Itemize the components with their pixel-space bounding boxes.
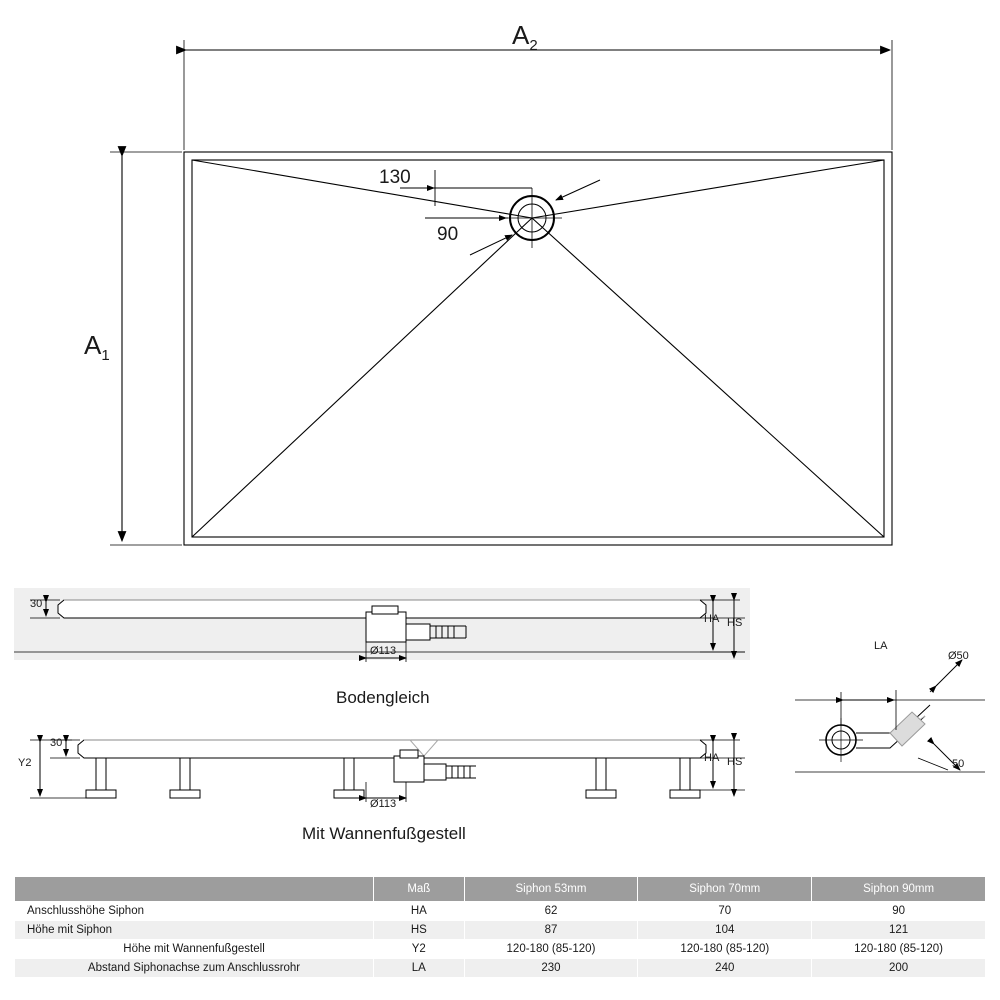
- row0-s90: 90: [812, 902, 986, 921]
- header-cell-2: Siphon 53mm: [464, 877, 638, 902]
- row2-mass: Y2: [374, 940, 465, 959]
- spec-table: [14, 876, 986, 978]
- row2-label: Höhe mit Wannenfußgestell: [15, 940, 374, 959]
- row3-label: Abstand Siphonachse zum Anschlussrohr: [15, 959, 374, 978]
- row1-label: Höhe mit Siphon: [15, 921, 374, 940]
- table-row: [15, 921, 986, 940]
- row1-mass: HS: [374, 921, 465, 940]
- label-pipe-diameter-flush: Ø113: [370, 645, 397, 657]
- label-angle-50: 50: [952, 758, 965, 770]
- label-hs-feet: HS: [727, 756, 743, 768]
- row2-s90: 120-180 (85-120): [812, 940, 986, 959]
- label-hs-flush: HS: [727, 617, 743, 629]
- row0-label: Anschlusshöhe Siphon: [15, 902, 374, 921]
- row3-s53: 230: [464, 959, 638, 978]
- table-row: [15, 940, 986, 959]
- row3-s70: 240: [638, 959, 812, 978]
- label-diameter-50: Ø50: [948, 650, 969, 662]
- label-90: 90: [437, 224, 459, 245]
- label-pipe-diameter-feet: Ø113: [370, 798, 397, 810]
- table-header-row: [15, 877, 986, 902]
- header-cell-3: Siphon 70mm: [638, 877, 812, 902]
- label-ha-feet: HA: [704, 752, 720, 764]
- label-y2: Y2: [18, 757, 32, 769]
- table-row: [15, 959, 986, 978]
- row1-s90: 121: [812, 921, 986, 940]
- row2-s53: 120-180 (85-120): [464, 940, 638, 959]
- row1-s53: 87: [464, 921, 638, 940]
- label-edge-height-flush: 30: [30, 598, 43, 610]
- table-row: [15, 902, 986, 921]
- caption-bodengleich: Bodengleich: [336, 688, 430, 707]
- caption-wannenfussgestell: Mit Wannenfußgestell: [302, 824, 466, 843]
- row0-s53: 62: [464, 902, 638, 921]
- row0-mass: HA: [374, 902, 465, 921]
- row3-s90: 200: [812, 959, 986, 978]
- label-130: 130: [379, 167, 411, 188]
- row0-s70: 70: [638, 902, 812, 921]
- label-a1: $A_1$: [84, 330, 110, 365]
- label-ha-flush: HA: [704, 613, 720, 625]
- row1-s70: 104: [638, 921, 812, 940]
- row2-s70: 120-180 (85-120): [638, 940, 812, 959]
- label-edge-height-feet: 30: [50, 737, 63, 749]
- label-a2: $A_2$: [512, 20, 538, 55]
- header-cell-0: [15, 877, 374, 902]
- row3-mass: LA: [374, 959, 465, 978]
- header-cell-4: Siphon 90mm: [812, 877, 986, 902]
- label-la: LA: [874, 640, 888, 652]
- header-cell-1: Maß: [374, 877, 465, 902]
